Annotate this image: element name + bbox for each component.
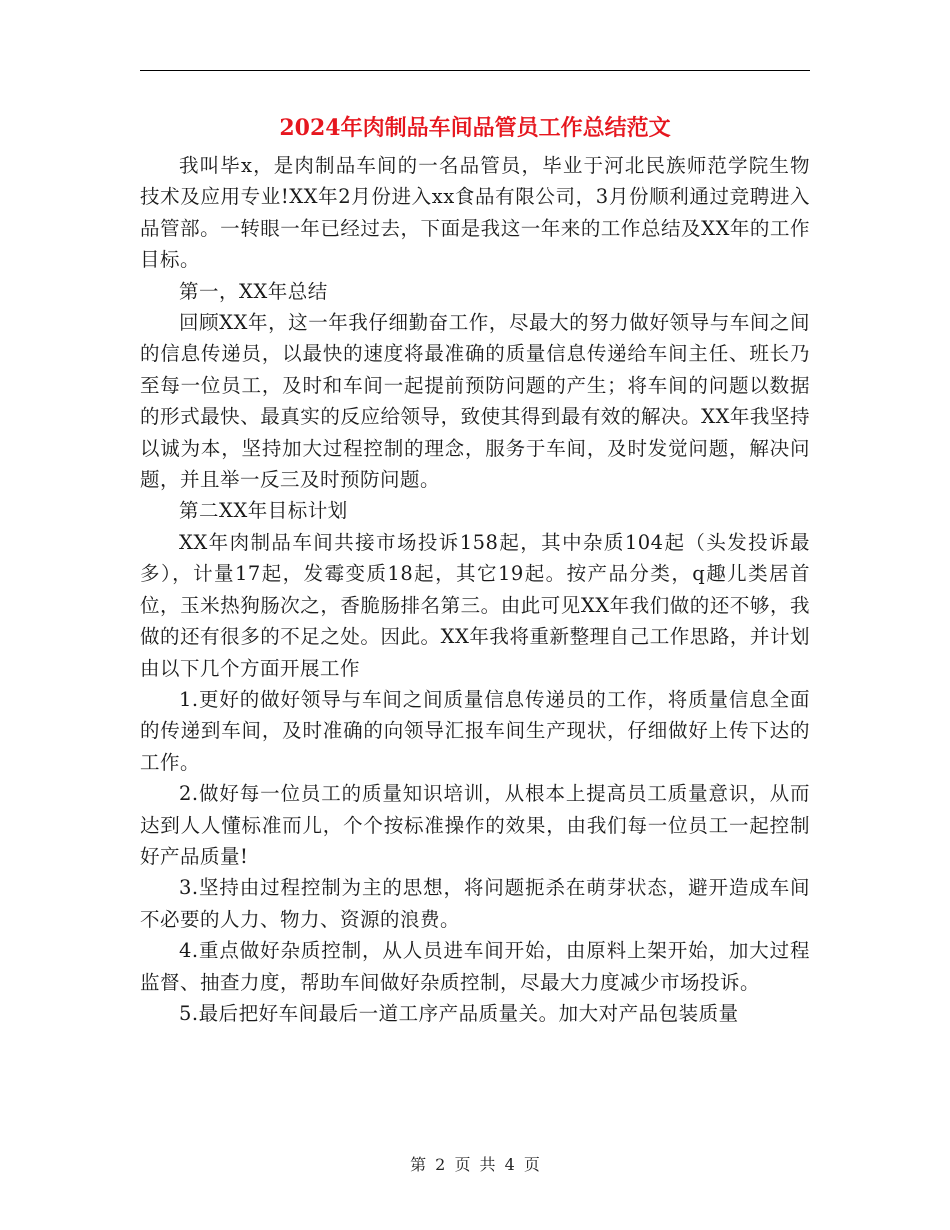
list-item-3: 3.坚持由过程控制为主的思想，将问题扼杀在萌芽状态，避开造成车间不必要的人力、物力、资源的浪费。 (140, 876, 810, 931)
list-item-4: 4.重点做好杂质控制，从人员进车间开始，由原料上架开始，加大过程监督、抽查力度，帮助车间做好杂质控制，尽最大力度减少市场投诉。 (140, 939, 810, 994)
page-number: 第 2 页 共 4 页 (410, 1155, 540, 1174)
section-heading-summary: 第一，XX年总结 (179, 279, 328, 303)
section-heading-goals: 第二XX年目标计划 (179, 499, 348, 523)
document-title: 2024年肉制品车间品管员工作总结范文 (279, 115, 671, 141)
list-item-5: 5.最后把好车间最后一道工序产品质量关。加大对产品包装质量 (179, 1001, 739, 1025)
list-item-1: 1.更好的做好领导与车间之间质量信息传递员的工作，将质量信息全面的传递到车间，及时准确的向领导汇报车间生产现状，仔细做好上传下达的工作。 (140, 687, 810, 774)
list-item-2: 2.做好每一位员工的质量知识培训，从根本上提高员工质量意识，从而达到人人懂标准而儿，个个按标准操作的效果，由我们每一位员工一起控制好产品质量! (140, 782, 810, 868)
document-body (140, 150, 810, 1029)
paragraph-complaints: XX年肉制品车间共接市场投诉158起，其中杂质104起（头发投诉最多），计量17起，发霉变质18起，其它19起。按产品分类，q趣儿类居首位，玉米热狗肠次之，香脆肠排名第三。由此可见XX年我们做的还不够，我做的还有很多的不足之处。因此。XX年我将重新整理自己工作思路，并计划由以下几个方面开展工作 (140, 530, 810, 680)
paragraph-review: 回顾XX年，这一年我仔细勤奋工作，尽最大的努力做好领导与车间之间的信息传递员，以最快的速度将最准确的质量信息传递给车间主任、班长乃至每一位员工，及时和车间一起提前预防问题的产生；将车间的问题以数据的形式最快、最真实的反应给领导，致使其得到最有效的解决。XX年我坚持以诚为本，坚持加大过程控制的理念，服务于车间，及时发觉问题，解决问题，并且举一反三及时预防问题。 (140, 311, 810, 492)
paragraph-intro: 我叫毕x，是肉制品车间的一名品管员，毕业于河北民族师范学院生物技术及应用专业!XX年2月份进入xx食品有限公司，3月份顺利通过竞聘进入品管部。一转眼一年已经过去，下面是我这一年来的工作总结及XX年的工作目标。 (140, 154, 810, 272)
header-rule (140, 70, 810, 71)
